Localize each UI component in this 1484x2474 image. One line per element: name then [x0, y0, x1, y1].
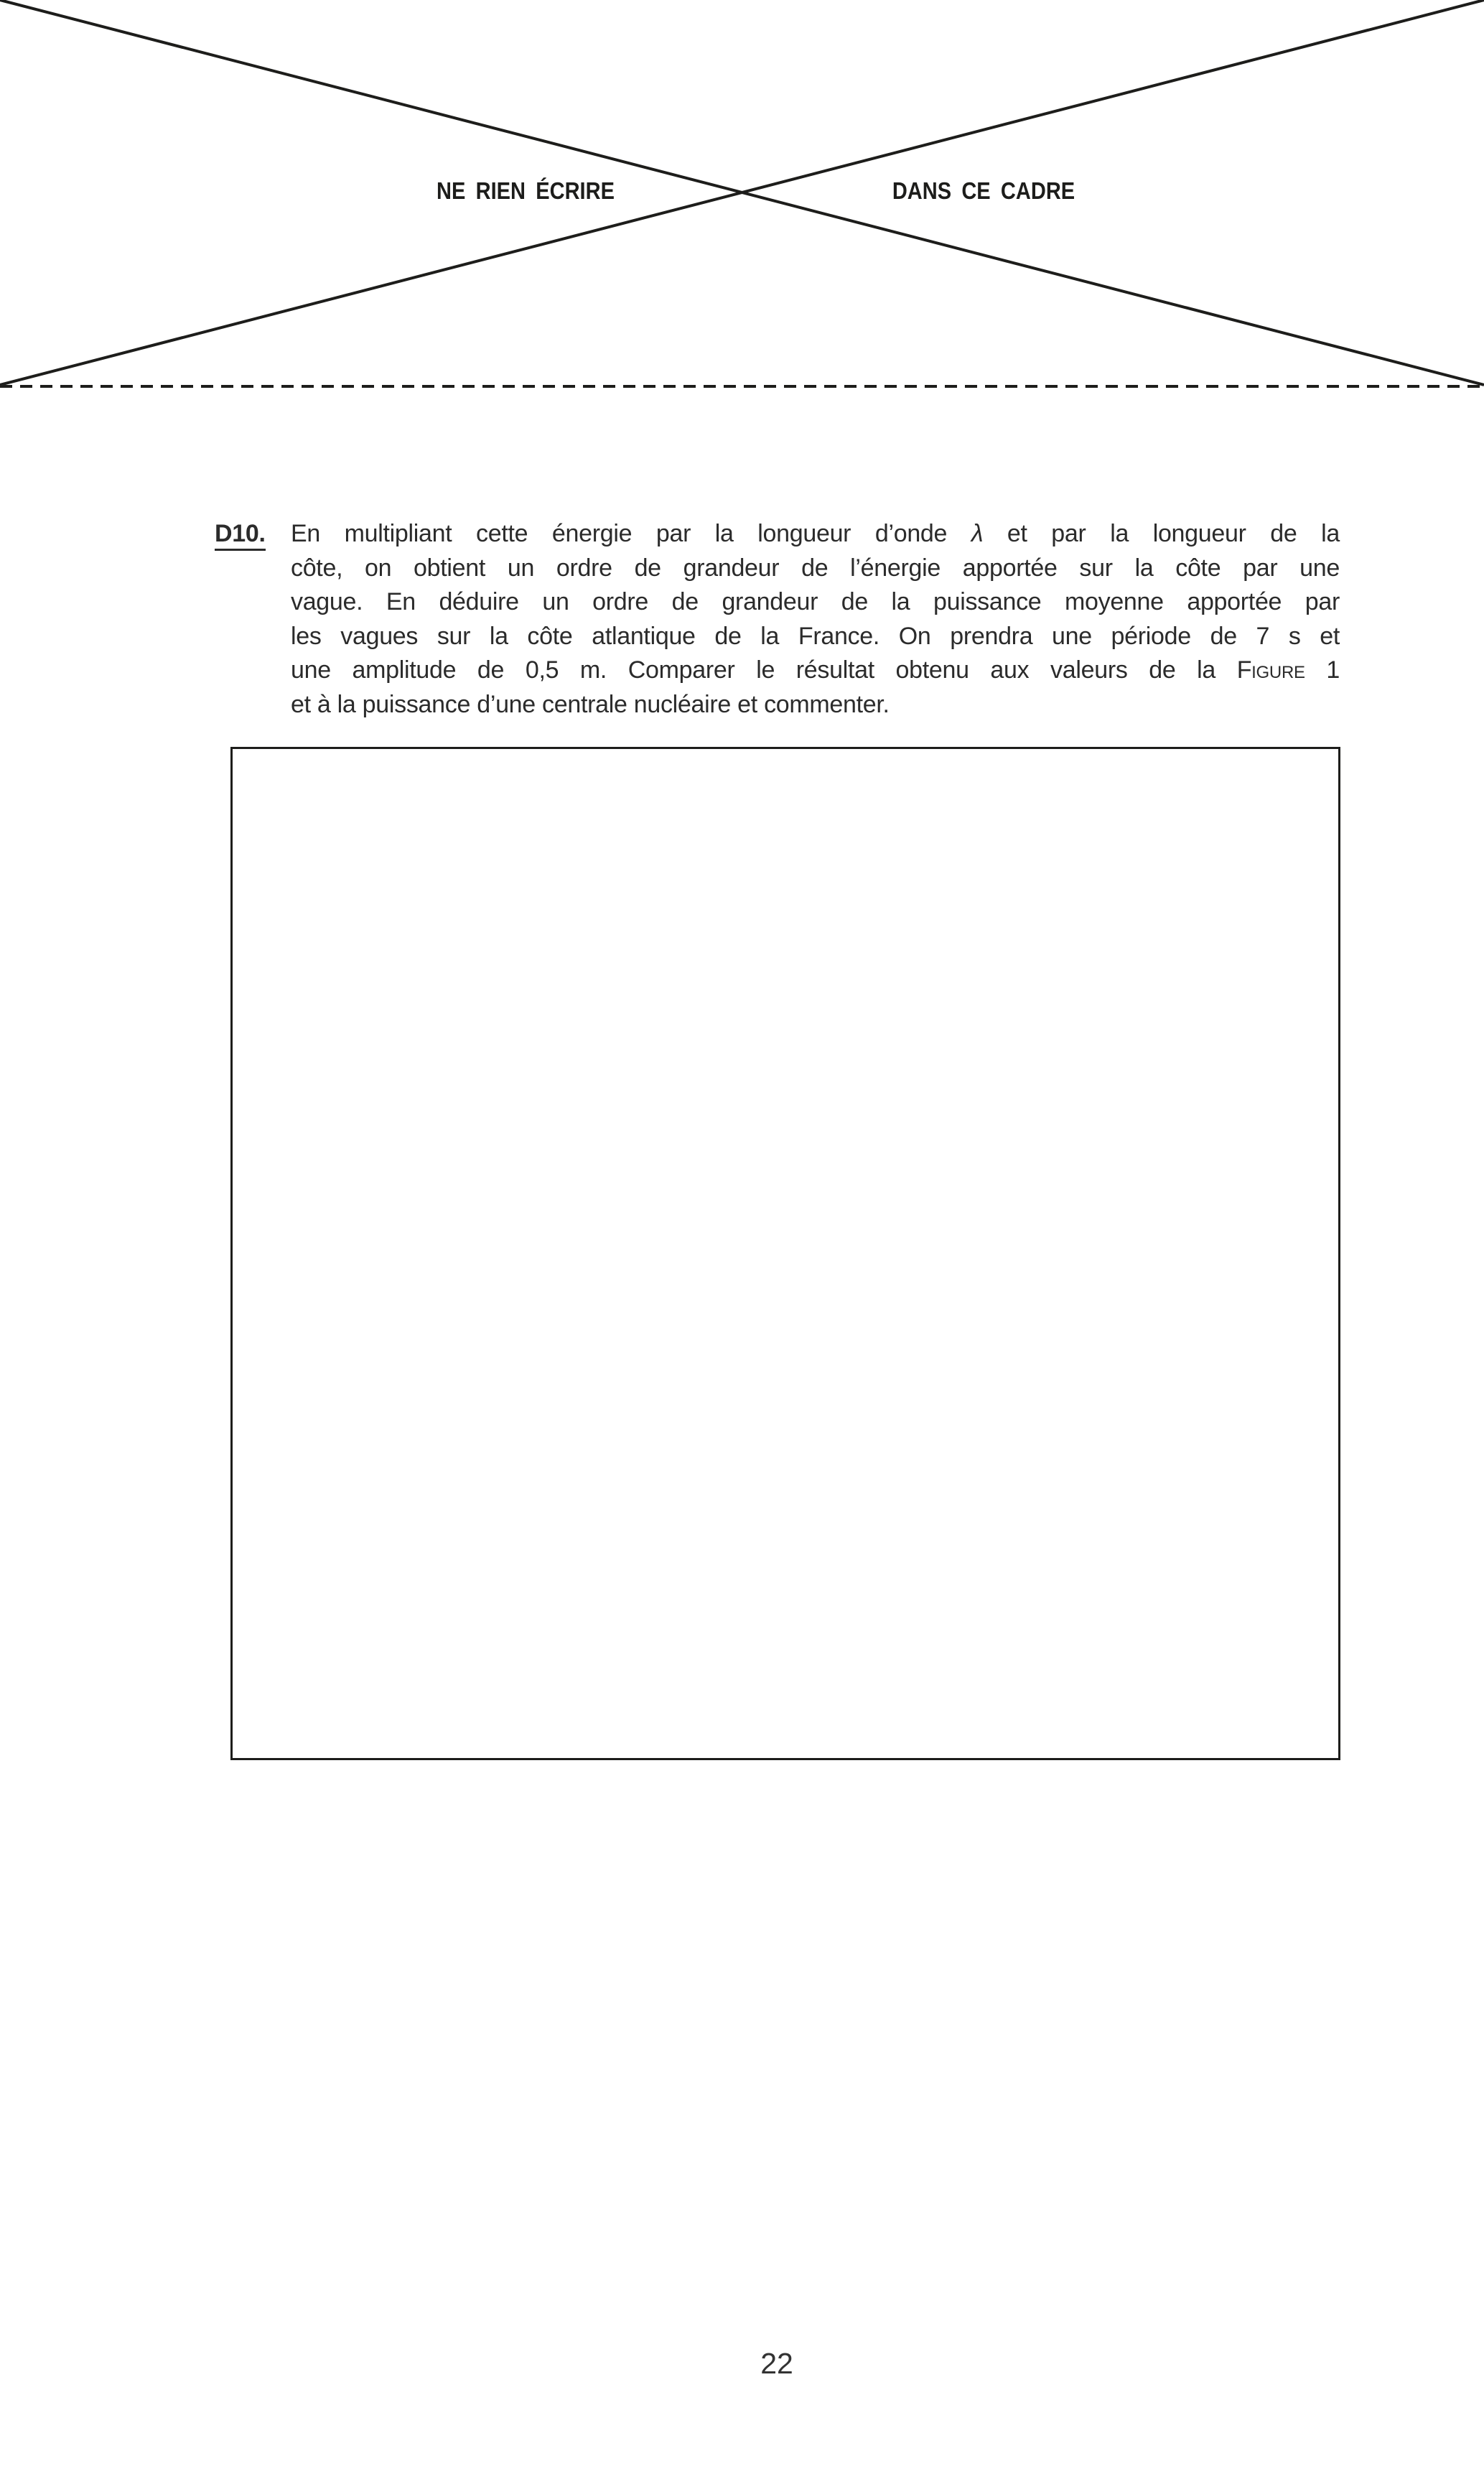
question-line-1	[291, 517, 1340, 552]
header-left-label: NE RIEN ÉCRIRE	[437, 177, 615, 204]
question-line-5-post: 1	[1305, 656, 1340, 684]
question-line-5-pre: une amplitude de 0,5 m. Comparer le résultat obtenu aux valeurs de la F	[291, 656, 1252, 684]
question-label: D10.	[215, 517, 266, 551]
header-right-label: DANS CE CADRE	[892, 177, 1075, 204]
question-line-3: vague. En déduire un ordre de grandeur de la puissance moyenne apportée par	[291, 588, 1340, 615]
question-line-5	[291, 654, 1340, 688]
page-number: 22	[760, 2347, 793, 2380]
question-line-4: les vagues sur la côte atlantique de la France. On prendra une période de 7 s et	[291, 622, 1340, 650]
question-line-1-pre: En multipliant cette énergie par la longueur d’onde	[291, 520, 971, 547]
figure-smallcaps: igure	[1251, 656, 1305, 684]
question-line-2: côte, on obtient un ordre de grandeur de l’énergie apportée sur la côte par une	[291, 554, 1340, 582]
question-line-1-post: et par la longueur de la	[983, 520, 1340, 547]
question-paragraph	[291, 517, 1340, 722]
do-not-write-frame	[0, 0, 1484, 402]
lambda-symbol: λ	[971, 520, 984, 547]
question-line-6: et à la puissance d’une centrale nucléaire et commenter.	[291, 690, 890, 718]
answer-box	[230, 747, 1340, 1760]
